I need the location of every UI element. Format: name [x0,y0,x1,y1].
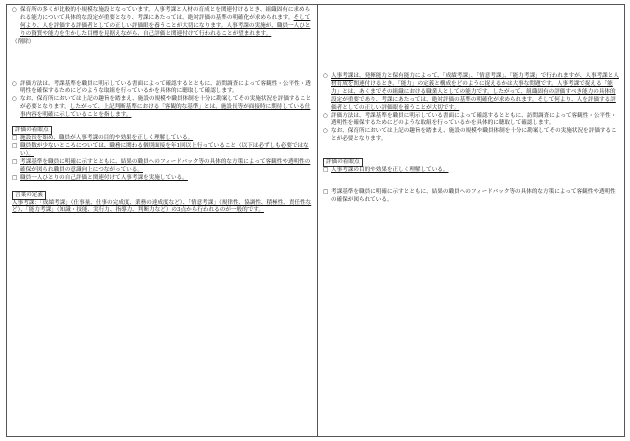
circle-marker: ○ [323,128,328,135]
circle-marker: ○ [12,80,17,87]
right-paragraph-2 [323,113,620,129]
left-eval-item [12,159,313,175]
right-p3-text: なお、保育所においては上記の趣旨を踏まえ、施設の規模や職員体制を十分に勘案してその実施状況を評価することが必要となります。 [331,128,617,143]
circle-marker: ○ [323,112,328,119]
right-p2-text: 評価方法は、考課基準を職員に明示している書面によって確認するとともに、訪問調査によって客観性・公平性・透明性を確保するためにどのような取組を行っているかを具体的に聴取して確認します。 [331,112,617,127]
right-column [318,5,625,437]
left-p3-text-a: なお、保育所においては上記の趣旨を踏まえ、施設の規模や職員体制を十分に勘案してその実施状況を評価することが必要となります。 [20,96,312,111]
term-definition: 人事考課：「成績考課」（仕事量、仕事の完成度、業務の達成度など）、「情意考課」（規律性、協調性、積極性、責任性など）、「能力考課」（知識・技能、実行力、指導力、判断力など）の3点から行われるのが一般的です。 [12,199,312,214]
right-paragraph-1 [323,73,620,113]
left-p1-text-b-underlined: そして何より、人を評価する評価者としての正しい評価眼を養うことが大切になります。人事考課の実施が、職員一人ひとりの資質や能力を生かした目標を見据えながら、自己評価と関連付けて行われることが望まれます。 [20,14,311,37]
checkbox-icon: □ [12,174,18,181]
circle-marker: ○ [12,96,17,103]
right-p1-text-a: 人事考課 [331,73,354,79]
comparison-table [6,4,625,437]
left-paragraph-1 [12,7,313,39]
circle-marker: ○ [12,7,17,13]
right-eval-item [323,167,620,175]
left-eval-item [12,143,313,159]
checkbox-icon: □ [12,158,18,165]
checkbox-icon: □ [323,167,329,174]
left-p1-text-a: 保育所の多くが比較的小規模な施設となっています。人事考課と人材の育成とを関連付けるとき、組織固有に求められる能力について具体的な設定が重要となり、考課にあたっては、絶対評価の基準の明確化が求められます。 [20,7,311,21]
right-paragraph-3 [323,128,620,144]
left-eval-item-text: 考課基準を職員に明確に示すとともに、結果の職員へのフィードバック等の具体的な方策によって客観性や透明性の確保が図られ職員の意識向上につながっている。 [20,158,311,173]
deleted-note: （削除） [12,38,35,45]
checkbox-icon: □ [323,189,329,196]
right-eval-item [323,189,620,205]
right-eval-item-text: 考課基準を職員に明確に示すとともに、結果の職員へのフィードバック等の具体的な方策によって客観性や透明性の確保が図られている。 [331,189,616,203]
left-paragraph-2 [12,81,313,97]
left-eval-item-text: 職員一人ひとりの自己評価と関連付けて人事考課を実施している。 [20,174,188,181]
left-paragraph-3 [12,96,313,120]
right-eval-heading: 評価の着眼点 [323,158,363,167]
left-p3-text-b-underlined: したがって、上記判断基準における「客観的な基準」とは、施設長等が面接時に期待している仕事内容を明確に示していることを指します。 [20,104,311,119]
left-eval-item-text: 施設長を始め、職員が人事考課の目的や効果を正しく理解している。 [20,135,194,142]
circle-marker: ○ [323,73,328,79]
checkbox-icon: □ [12,142,18,149]
left-p2-text: 評価方法は、考課基準を職員に明示している書面によって確認するとともに、訪問調査によって客観性・公平性・透明性を確保するためにどのような取組を行っているかを具体的に聴取して確認します。 [20,80,311,95]
left-eval-item [12,135,313,143]
left-column [7,5,318,437]
left-eval-item-text: 職員数が少ないところについては、職務に関わる個別面接を年1回以上行っていること（以下は必ずしも必要ではない）。 [20,142,309,157]
checkbox-icon: □ [12,135,18,142]
right-p1-text-b-underlined: は、発揮能力と保有能力によって、「成績考課」、「情意考課」、「能力考課」で行われますが、人事考課と人材育成を関連付けるとき、「能力」の定義と構成をどのように捉えるかは大事な問題です。人事考課で捉える「能力」とは、あくまでその組織における職業人としての能力です。したがって、組織固有の評価すべき能力の具体的設定が重要であり、考課にあたっては、絶対評価の基準の明確化が求められます。そして何より、人を評価する評価者としての正しい評価眼を養うことが大切です。 [331,73,619,111]
term-heading: 言葉の定義 [12,191,46,200]
left-eval-item [12,175,313,183]
left-eval-heading: 評価の着眼点 [12,126,52,135]
right-eval-item-text: 人事考課の目的や効果を正しく理解している。 [331,167,449,174]
